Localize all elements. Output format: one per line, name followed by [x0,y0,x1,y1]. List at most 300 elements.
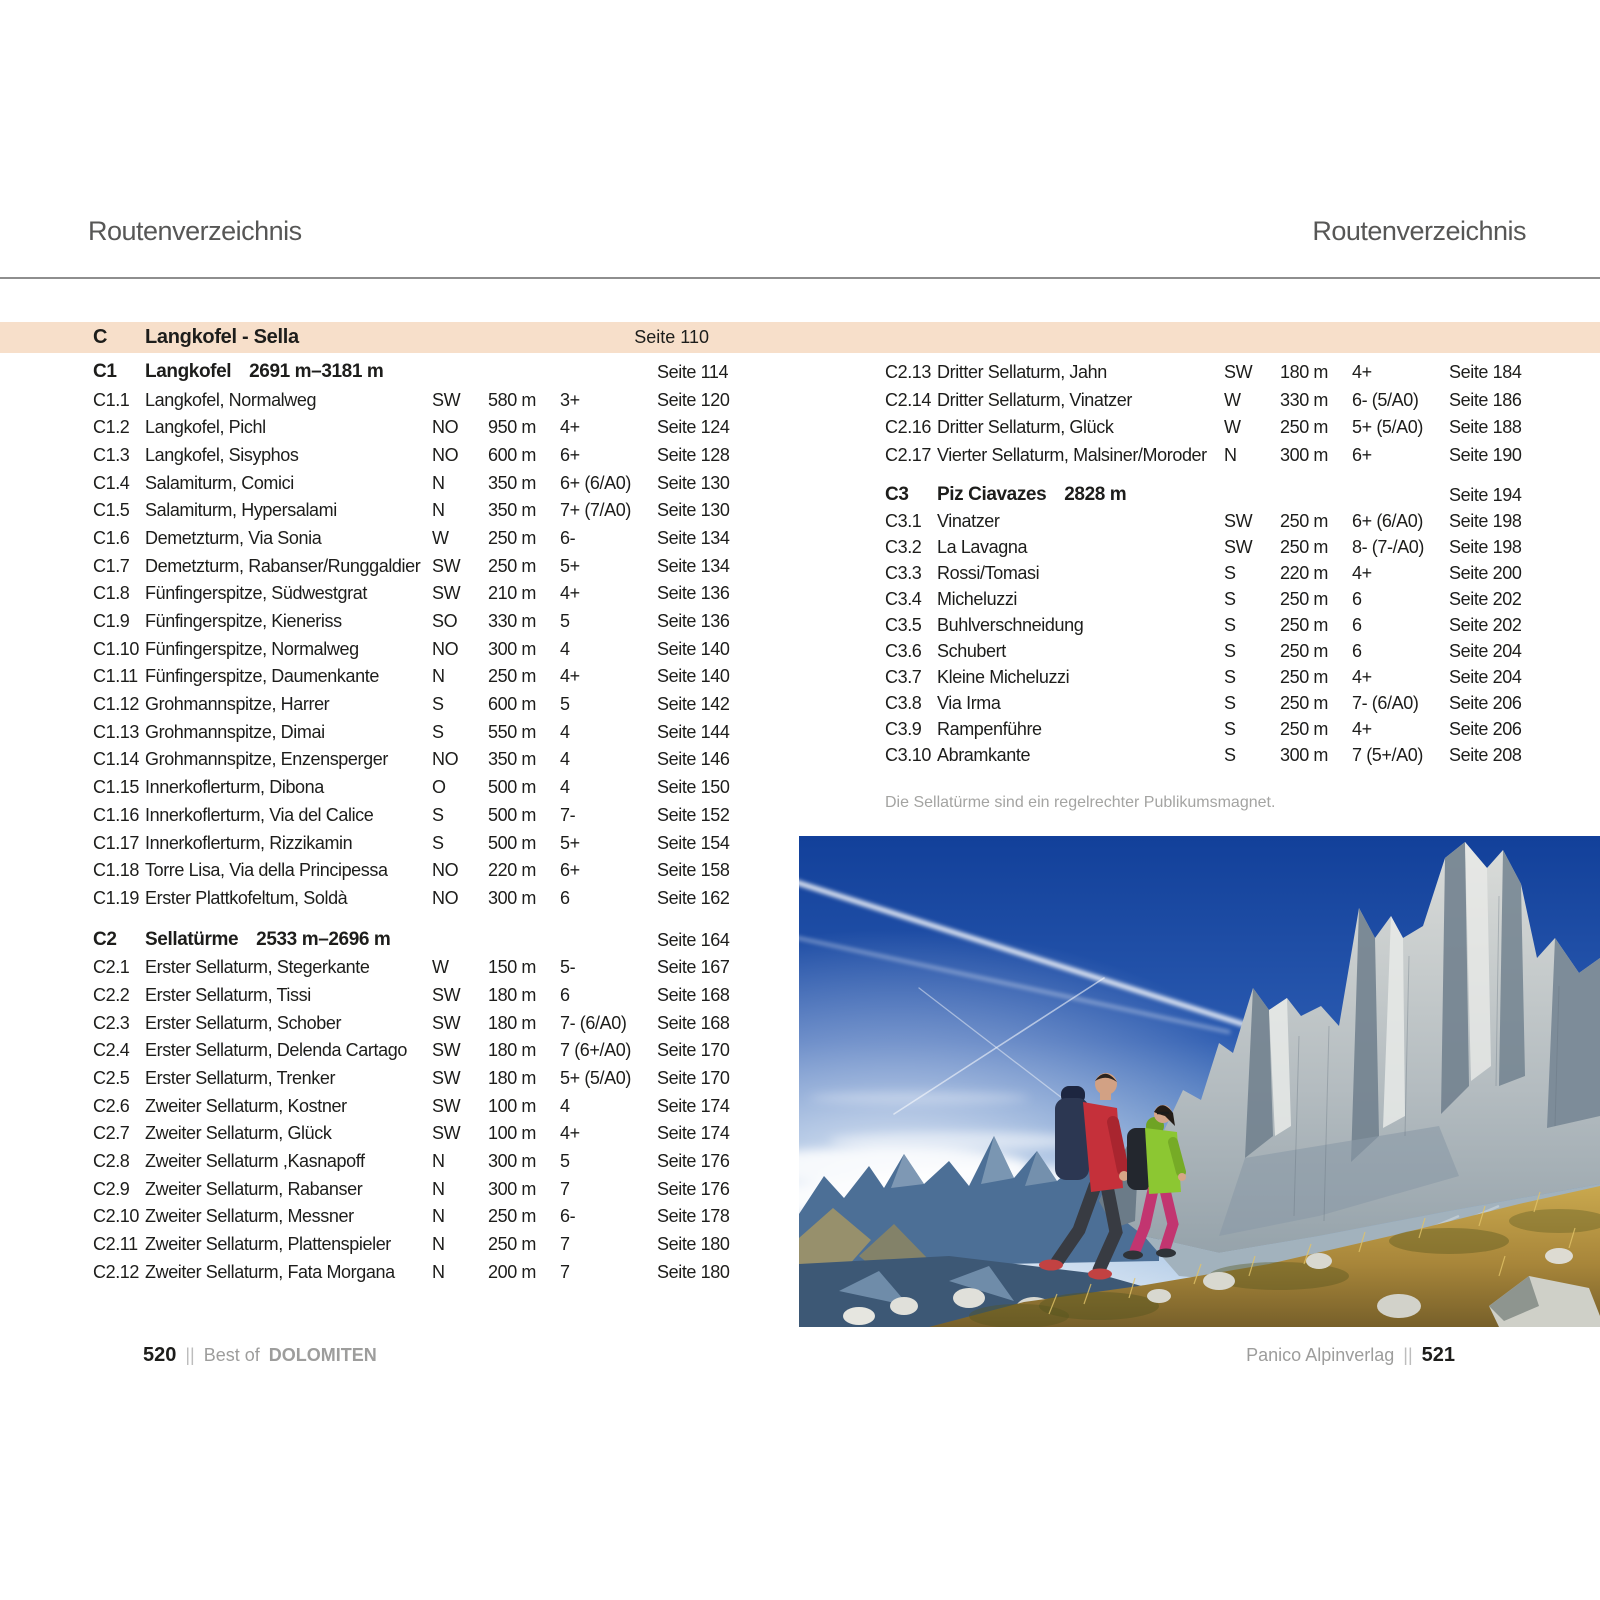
route-direction: SW [432,984,461,1005]
route-grade: 4+ [1352,361,1372,382]
route-grade: 6- [560,527,576,548]
route-direction: S [1224,693,1236,714]
route-page-ref: Seite 167 [657,957,730,978]
route-page-ref: Seite 174 [657,1123,730,1144]
route-grade: 7 [560,1234,570,1255]
route-grade: 7 [560,1261,570,1282]
route-grade: 5+ (5/A0) [1352,417,1423,438]
route-row [93,981,730,1009]
route-group-row [93,358,729,386]
footer-divider: || [185,1345,195,1365]
route-length: 250 m [1280,667,1329,688]
route-id: C1.16 [93,804,140,825]
route-id: C2.4 [93,1040,130,1061]
route-name: Schubert [937,641,1006,662]
route-page-ref: Seite 142 [657,694,730,715]
route-length: 250 m [488,666,537,687]
route-id: C3.9 [885,719,922,740]
route-name: Erster Sellaturm, Trenker [145,1068,336,1089]
route-name: Erster Sellaturm, Delenda Cartago [145,1040,407,1061]
group-id: C3 [885,484,909,506]
route-grade: 6 [1352,589,1362,610]
route-length: 250 m [1280,693,1329,714]
route-id: C2.2 [93,984,130,1005]
route-page-ref: Seite 140 [657,638,730,659]
route-id: C2.3 [93,1012,130,1033]
route-direction: NO [432,749,459,770]
group-id: C2 [93,929,117,951]
route-direction: NO [432,417,459,438]
route-direction: S [432,804,444,825]
route-direction: S [432,694,444,715]
route-grade: 6 [1352,615,1362,636]
footer-right [1246,1344,1455,1367]
route-id: C2.11 [93,1234,138,1255]
route-page-ref: Seite 168 [657,984,730,1005]
route-direction: S [1224,719,1236,740]
route-grade: 6+ (6/A0) [560,472,631,493]
route-name: Grohmannspitze, Enzensperger [145,749,388,770]
route-page-ref: Seite 128 [657,444,730,465]
route-name: Innerkoflerturm, Via del Calice [145,804,374,825]
photo-caption: Die Sellatürme sind ein regelrechter Publikumsmagnet. [885,794,1276,811]
route-grade: 6+ (6/A0) [1352,511,1423,532]
route-direction: SW [1224,511,1253,532]
route-length: 300 m [1280,444,1329,465]
route-direction: SW [1224,361,1253,382]
route-row [885,586,1522,612]
route-name: Vinatzer [937,511,1000,532]
route-page-ref: Seite 204 [1449,667,1522,688]
table-spacer [93,912,709,926]
route-name: Rossi/Tomasi [937,563,1040,584]
route-name: Via Irma [937,693,1001,714]
route-grade: 6 [560,984,570,1005]
route-grade: 4 [560,1095,570,1116]
route-grade: 6+ [560,860,580,881]
route-id: C3.6 [885,641,922,662]
photo [799,836,1600,1327]
route-page-ref: Seite 178 [657,1206,730,1227]
route-id: C1.6 [93,527,130,548]
route-name: Dritter Sellaturm, Vinatzer [937,389,1132,410]
route-direction: W [1224,389,1241,410]
footer-series-text: Best of [203,1345,260,1365]
route-grade: 6 [1352,641,1362,662]
route-page-ref: Seite 206 [1449,719,1522,740]
route-row [93,953,730,981]
route-length: 580 m [488,389,537,410]
route-table-left [93,358,730,1286]
route-grade: 6- (5/A0) [1352,389,1419,410]
route-page-ref: Seite 146 [657,749,730,770]
route-id: C1.9 [93,611,130,632]
route-name: Erster Sellaturm, Stegerkante [145,957,370,978]
route-page-ref: Seite 202 [1449,589,1522,610]
route-row [93,884,730,912]
route-row [885,690,1522,716]
route-id: C1.12 [93,694,140,715]
route-direction: SW [1224,537,1253,558]
route-direction: S [1224,745,1236,766]
route-row [93,580,730,608]
route-id: C2.9 [93,1178,130,1199]
route-page-ref: Seite 206 [1449,693,1522,714]
route-name: Grohmannspitze, Dimai [145,721,325,742]
route-grade: 4 [560,638,570,659]
route-length: 100 m [488,1095,537,1116]
route-name: Erster Plattkofeltum, Soldà [145,887,348,908]
table-spacer [885,469,1505,481]
route-page-ref: Seite 180 [657,1261,730,1282]
route-id: C2.8 [93,1151,130,1172]
route-length: 300 m [488,638,537,659]
route-id: C2.12 [93,1261,140,1282]
route-length: 330 m [1280,389,1329,410]
route-row [93,718,730,746]
route-direction: S [432,721,444,742]
route-length: 180 m [488,1040,537,1061]
route-id: C3.10 [885,745,932,766]
route-direction: SO [432,611,458,632]
route-row [885,441,1522,469]
route-page-ref: Seite 130 [657,500,730,521]
route-name: Demetzturm, Via Sonia [145,527,322,548]
route-direction: W [432,957,449,978]
route-page-ref: Seite 162 [657,887,730,908]
route-row [885,742,1522,768]
route-length: 600 m [488,444,537,465]
route-length: 250 m [1280,589,1329,610]
route-row [93,801,730,829]
route-grade: 7+ (7/A0) [560,500,631,521]
route-page-ref: Seite 124 [657,417,730,438]
route-row [93,1037,730,1065]
section-band [0,322,1600,353]
route-grade: 5+ [560,832,580,853]
route-row [93,746,730,774]
route-page-ref: Seite 180 [657,1234,730,1255]
route-grade: 7 [560,1178,570,1199]
route-table-right [885,358,1522,768]
route-row [93,607,730,635]
route-id: C2.17 [885,444,932,465]
route-grade: 4+ [560,666,580,687]
route-name: Innerkoflerturm, Rizzikamin [145,832,353,853]
route-direction: W [432,527,449,548]
route-direction: N [432,1206,445,1227]
route-name: Zweiter Sellaturm, Glück [145,1123,332,1144]
route-page-ref: Seite 154 [657,832,730,853]
route-row [93,1175,730,1203]
route-name: Fünfingerspitze, Kieneriss [145,611,342,632]
route-page-ref: Seite 140 [657,666,730,687]
route-row [93,1230,730,1258]
route-page-ref: Seite 170 [657,1040,730,1061]
route-id: C2.13 [885,361,932,382]
route-row [93,413,730,441]
route-grade: 5+ (5/A0) [560,1068,631,1089]
photo-illustration [799,836,1600,1327]
route-name: Zweiter Sellaturm, Messner [145,1206,354,1227]
route-page-ref: Seite 144 [657,721,730,742]
section-id: C [93,326,108,348]
route-id: C1.1 [93,389,130,410]
route-page-ref: Seite 136 [657,611,730,632]
route-name: Torre Lisa, Via della Principessa [145,860,388,881]
route-name: Langkofel, Sisyphos [145,444,299,465]
route-id: C2.14 [885,389,932,410]
route-group-row [93,926,730,954]
route-row [885,358,1522,386]
route-length: 300 m [488,1178,537,1199]
route-id: C1.15 [93,777,140,798]
route-page-ref: Seite 120 [657,389,730,410]
route-id: C3.2 [885,537,922,558]
route-name: Zweiter Sellaturm, Plattenspieler [145,1234,391,1255]
route-grade: 6- [560,1206,576,1227]
route-length: 350 m [488,472,537,493]
route-row [93,1258,730,1286]
route-id: C2.16 [885,417,932,438]
route-grade: 4+ [560,417,580,438]
route-id: C2.10 [93,1206,140,1227]
route-row [93,524,730,552]
route-id: C1.4 [93,472,130,493]
route-page-ref: Seite 158 [657,860,730,881]
route-name: Grohmannspitze, Harrer [145,694,330,715]
route-direction: NO [432,860,459,881]
route-name: Zweiter Sellaturm ,Kasnapoff [145,1151,365,1172]
route-length: 300 m [488,887,537,908]
route-length: 250 m [488,527,537,548]
route-grade: 4+ [1352,719,1372,740]
group-page-ref: Seite 164 [657,929,730,950]
route-direction: NO [432,887,459,908]
route-id: C1.8 [93,583,130,604]
route-id: C1.13 [93,721,140,742]
header-rule [0,277,1600,279]
route-name: Salamiturm, Hypersalami [145,500,337,521]
route-length: 250 m [1280,615,1329,636]
route-row [93,856,730,884]
route-page-ref: Seite 184 [1449,361,1522,382]
route-direction: N [432,1261,445,1282]
route-row [885,508,1522,534]
route-name: Erster Sellaturm, Tissi [145,984,311,1005]
route-row [93,1064,730,1092]
route-direction: SW [432,1095,461,1116]
route-row [93,1120,730,1148]
route-row [93,635,730,663]
route-length: 180 m [488,1012,537,1033]
group-id: C1 [93,361,117,383]
route-id: C2.6 [93,1095,130,1116]
route-grade: 4+ [560,1123,580,1144]
route-grade: 7- (6/A0) [1352,693,1419,714]
route-length: 150 m [488,957,537,978]
route-direction: NO [432,444,459,465]
route-direction: S [1224,667,1236,688]
route-id: C3.8 [885,693,922,714]
route-id: C1.5 [93,500,130,521]
route-grade: 6+ [560,444,580,465]
route-page-ref: Seite 204 [1449,641,1522,662]
route-grade: 7 (6+/A0) [560,1040,631,1061]
route-row [93,496,730,524]
route-length: 500 m [488,832,537,853]
route-id: C3.4 [885,589,922,610]
route-name: Dritter Sellaturm, Jahn [937,361,1107,382]
route-direction: SW [432,583,461,604]
route-length: 250 m [488,555,537,576]
route-length: 300 m [1280,745,1329,766]
route-direction: N [432,666,445,687]
route-length: 250 m [1280,511,1329,532]
route-page-ref: Seite 208 [1449,745,1522,766]
group-elevation: 2828 m [1064,484,1127,506]
route-direction: N [432,472,445,493]
route-direction: SW [432,1068,461,1089]
route-direction: N [1224,444,1237,465]
route-id: C2.5 [93,1068,130,1089]
route-page-ref: Seite 188 [1449,417,1522,438]
route-direction: NO [432,638,459,659]
route-name: Vierter Sellaturm, Malsiner/Moroder [937,444,1207,465]
route-id: C3.5 [885,615,922,636]
route-grade: 5+ [560,555,580,576]
page-number-right: 521 [1421,1344,1455,1366]
route-id: C3.7 [885,667,922,688]
group-name [145,930,657,949]
route-grade: 6+ [1352,444,1372,465]
route-direction: S [1224,563,1236,584]
page-number-left: 520 [143,1344,177,1366]
route-name: Dritter Sellaturm, Glück [937,417,1114,438]
route-row [93,663,730,691]
route-direction: SW [432,389,461,410]
route-length: 950 m [488,417,537,438]
route-name: Kleine Micheluzzi [937,667,1070,688]
route-length: 180 m [488,984,537,1005]
route-name: Rampenführe [937,719,1042,740]
group-page-ref: Seite 114 [657,361,729,382]
route-name: Demetzturm, Rabanser/Runggaldier [145,555,421,576]
route-direction: N [432,1234,445,1255]
route-page-ref: Seite 202 [1449,615,1522,636]
route-row [93,773,730,801]
route-length: 250 m [488,1206,537,1227]
route-length: 200 m [488,1261,537,1282]
section-page-ref: Seite 110 [634,327,709,347]
route-page-ref: Seite 200 [1449,563,1522,584]
route-name: Fünfingerspitze, Südwestgrat [145,583,367,604]
route-id: C1.10 [93,638,140,659]
route-page-ref: Seite 176 [657,1151,730,1172]
route-id: C1.7 [93,555,130,576]
route-grade: 6 [560,887,570,908]
route-id: C3.1 [885,511,922,532]
route-grade: 4 [560,777,570,798]
route-length: 500 m [488,804,537,825]
route-grade: 7 (5+/A0) [1352,745,1423,766]
route-direction: S [1224,641,1236,662]
route-name: Innerkoflerturm, Dibona [145,777,324,798]
route-direction: SW [432,1040,461,1061]
route-length: 600 m [488,694,537,715]
route-length: 330 m [488,611,537,632]
route-row [885,612,1522,638]
route-grade: 8- (7-/A0) [1352,537,1425,558]
route-id: C1.11 [93,666,138,687]
route-length: 180 m [488,1068,537,1089]
route-id: C1.18 [93,860,140,881]
route-page-ref: Seite 134 [657,555,730,576]
route-page-ref: Seite 130 [657,472,730,493]
route-page-ref: Seite 134 [657,527,730,548]
route-page-ref: Seite 186 [1449,389,1522,410]
route-length: 350 m [488,749,537,770]
route-row [93,441,730,469]
route-length: 180 m [1280,361,1329,382]
route-name: Abramkante [937,745,1031,766]
route-name: Langkofel, Pichl [145,417,266,438]
group-page-ref: Seite 194 [1449,484,1522,505]
route-row [93,1092,730,1120]
footer-divider: || [1403,1345,1413,1365]
route-grade: 5 [560,1151,570,1172]
route-name: Erster Sellaturm, Schober [145,1012,342,1033]
route-direction: SW [432,555,461,576]
route-length: 220 m [1280,563,1329,584]
route-row [885,716,1522,742]
route-row [885,560,1522,586]
route-length: 210 m [488,583,537,604]
route-length: 250 m [1280,417,1329,438]
route-grade: 7- (6/A0) [560,1012,627,1033]
route-id: C2.7 [93,1123,130,1144]
route-length: 250 m [1280,537,1329,558]
route-row [885,638,1522,664]
route-row [885,664,1522,690]
route-id: C1.3 [93,444,130,465]
route-grade: 4 [560,721,570,742]
route-id: C1.17 [93,832,140,853]
page-header-right: Routenverzeichnis [1312,216,1526,246]
route-grade: 4+ [1352,563,1372,584]
route-name: Fünfingerspitze, Daumenkante [145,666,379,687]
route-grade: 4 [560,749,570,770]
route-id: C1.19 [93,887,140,908]
route-id: C3.3 [885,563,922,584]
route-direction: S [1224,589,1236,610]
section-title: Langkofel - Sella [145,326,299,348]
route-grade: 4+ [1352,667,1372,688]
group-name [145,362,657,381]
route-page-ref: Seite 198 [1449,537,1522,558]
route-name: Salamiturm, Comici [145,472,294,493]
route-grade: 5- [560,957,576,978]
footer-left [143,1344,377,1367]
group-elevation: 2533 m–2696 m [256,929,391,951]
route-grade: 3+ [560,389,580,410]
route-row [93,829,730,857]
route-grade: 7- [560,804,576,825]
route-direction: N [432,1151,445,1172]
route-name: Fünfingerspitze, Normalweg [145,638,359,659]
route-name: Micheluzzi [937,589,1018,610]
route-page-ref: Seite 152 [657,804,730,825]
